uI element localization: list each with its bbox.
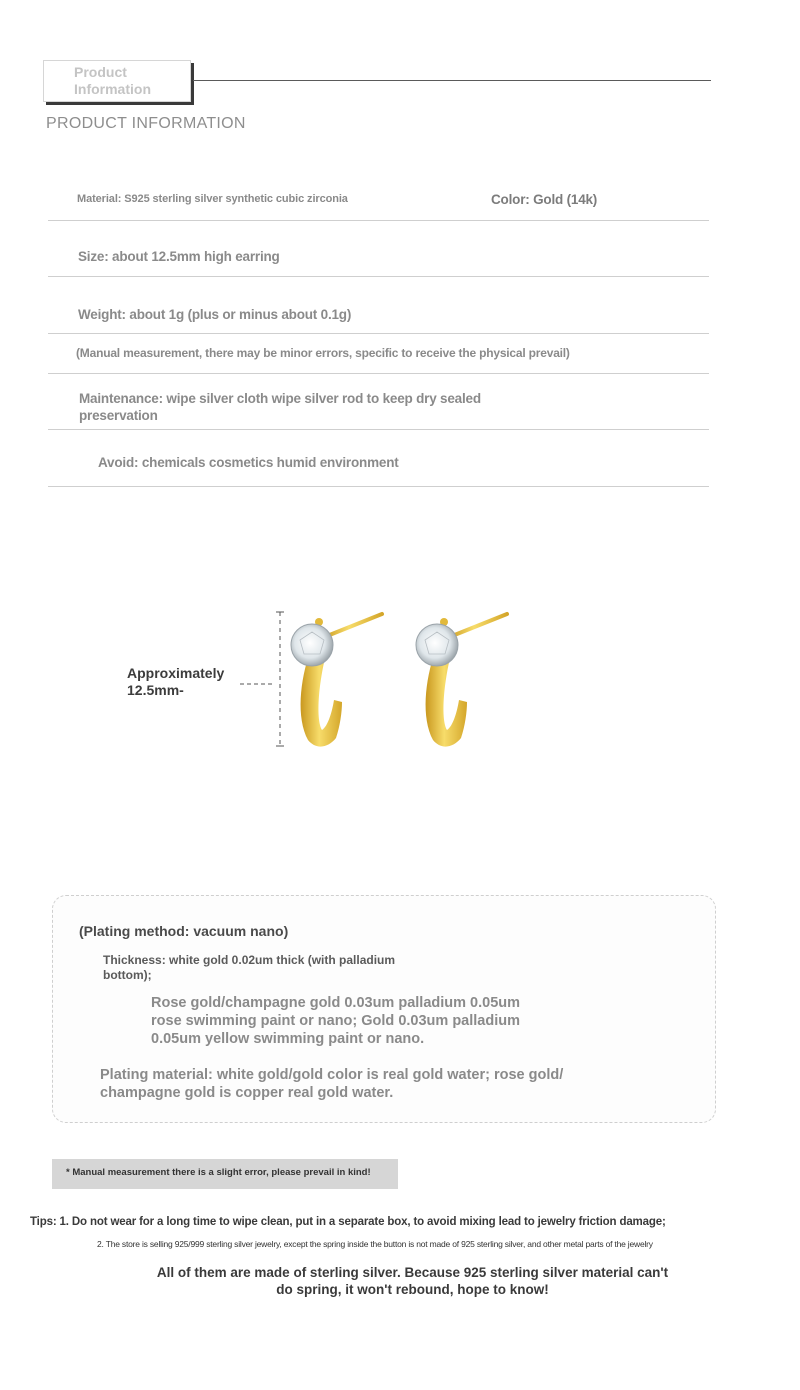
notice-text: * Manual measurement there is a slight error, please prevail in kind! — [66, 1167, 371, 1178]
plating-thickness — [103, 953, 395, 983]
row-divider — [48, 373, 709, 374]
row-divider — [48, 276, 709, 277]
measurement-notice — [52, 1159, 398, 1189]
thickness-line-1: Thickness: white gold 0.02um thick (with palladium — [103, 953, 396, 967]
earrings-image — [230, 600, 530, 760]
badge-line-1: Product — [74, 64, 127, 80]
section-badge — [43, 60, 191, 102]
spec-avoid: Avoid: chemicals cosmetics humid environment — [98, 455, 399, 470]
earring-left — [291, 614, 382, 747]
row-divider — [48, 486, 709, 487]
size-label-line-1: Approximately — [127, 665, 225, 681]
tip-3 — [140, 1264, 685, 1298]
maintenance-line-2: preservation — [79, 408, 158, 423]
maintenance-line-1: Maintenance: wipe silver cloth wipe silver rod to keep dry sealed — [79, 391, 481, 406]
material-line-2: champagne gold is copper real gold water. — [100, 1085, 394, 1101]
spec-weight: Weight: about 1g (plus or minus about 0.1g) — [78, 307, 352, 322]
row-divider — [48, 333, 709, 334]
dimension-marker — [240, 612, 284, 746]
spec-material: Material: S925 sterling silver synthetic cubic zirconia — [77, 193, 348, 205]
spec-size: Size: about 12.5mm high earring — [78, 249, 280, 264]
badge-line-2: Information — [74, 81, 151, 97]
thickness-line-2: bottom); — [103, 968, 152, 982]
earring-right — [416, 614, 507, 747]
size-label-line-2: 12.5mm- — [127, 682, 184, 698]
section-title: PRODUCT INFORMATION — [46, 115, 246, 132]
tip-1: Tips: 1. Do not wear for a long time to wipe clean, put in a separate box, to avoid mixing lead to jewelry friction damage; — [30, 1216, 666, 1228]
tip-3-line-1: All of them are made of sterling silver. Because 925 sterling silver material can't — [156, 1265, 669, 1280]
plating-material — [100, 1066, 563, 1102]
rose-line-2: rose swimming paint or nano; Gold 0.03um palladium — [151, 1013, 520, 1029]
plating-rose-gold — [151, 994, 520, 1048]
rose-line-3: 0.05um yellow swimming paint or nano. — [151, 1031, 425, 1047]
row-divider — [48, 429, 709, 430]
row-divider — [48, 220, 709, 221]
section-badge-text — [74, 64, 151, 98]
size-label — [127, 665, 224, 699]
rose-line-1: Rose gold/champagne gold 0.03um palladium 0.05um — [151, 995, 521, 1011]
spec-color: Color: Gold (14k) — [491, 192, 598, 207]
tip-2: 2. The store is selling 925/999 sterling silver jewelry, except the spring inside the button is not made of 925 sterling silver, and other metal parts of the jewelry — [97, 1239, 653, 1249]
plating-method: (Plating method: vacuum nano) — [79, 923, 289, 939]
measurement-note: (Manual measurement, there may be minor errors, specific to receive the physical prevail) — [76, 346, 570, 360]
material-line-1: Plating material: white gold/gold color is real gold water; rose gold/ — [100, 1067, 564, 1083]
header-divider — [193, 80, 711, 81]
tip-3-line-2: do spring, it won't rebound, hope to know! — [276, 1282, 549, 1297]
spec-maintenance — [79, 390, 481, 424]
